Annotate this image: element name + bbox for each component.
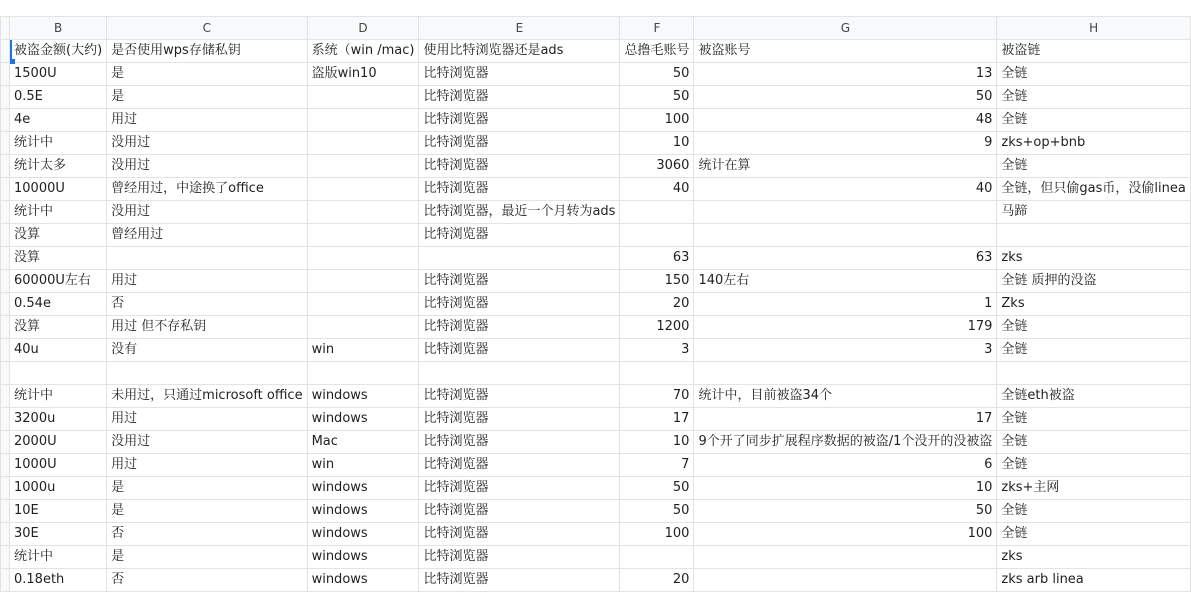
cell-total-accounts[interactable]: 3060 [620, 155, 694, 178]
row-header[interactable] [1, 86, 10, 109]
column-header-b[interactable]: B [10, 17, 107, 40]
cell-system[interactable]: windows [307, 523, 419, 546]
table-row [1, 339, 1191, 362]
table-row [1, 431, 1191, 454]
cell-wps[interactable]: 否 [107, 293, 307, 316]
cell-system[interactable] [307, 270, 419, 293]
column-header-e[interactable]: E [419, 17, 620, 40]
table-row [1, 477, 1191, 500]
cell-total-accounts[interactable]: 150 [620, 270, 694, 293]
cell-stolen-accounts[interactable] [694, 224, 997, 247]
cell-stolen-chain[interactable] [997, 362, 1190, 385]
cell-total-accounts[interactable]: 40 [620, 178, 694, 201]
cell-stolen-chain[interactable]: 全链 [997, 63, 1190, 86]
cell-stolen-amount[interactable]: 没算 [10, 316, 107, 339]
cell-system[interactable] [307, 155, 419, 178]
cell-stolen-chain[interactable]: 全链 [997, 86, 1190, 109]
cell-stolen-amount[interactable]: 统计中 [10, 132, 107, 155]
cell-browser[interactable]: 比特浏览器 [419, 569, 620, 592]
cell-stolen-amount[interactable]: 统计中 [10, 201, 107, 224]
cell-wps[interactable]: 没用过 [107, 201, 307, 224]
cell-stolen-chain[interactable]: Zks [997, 293, 1190, 316]
cell-stolen-amount[interactable]: 10E [10, 500, 107, 523]
cell-browser[interactable]: 比特浏览器 [419, 339, 620, 362]
cell-system[interactable] [307, 224, 419, 247]
cell-wps[interactable]: 没用过 [107, 431, 307, 454]
table-row [1, 523, 1191, 546]
cell-system-header[interactable]: 系统（win /mac) [307, 40, 419, 63]
cell-system[interactable] [307, 178, 419, 201]
cell-system[interactable] [307, 362, 419, 385]
row-header[interactable] [1, 155, 10, 178]
cell-browser[interactable] [419, 362, 620, 385]
cell-stolen-accounts[interactable]: 179 [694, 316, 997, 339]
cell-stolen-accounts[interactable]: 40 [694, 178, 997, 201]
row-header[interactable] [1, 362, 10, 385]
cell-system[interactable] [307, 201, 419, 224]
cell-browser[interactable]: 比特浏览器 [419, 132, 620, 155]
cell-wps[interactable]: 是 [107, 86, 307, 109]
cell-stolen-amount[interactable]: 1500U [10, 63, 107, 86]
row-header[interactable] [1, 500, 10, 523]
cell-stolen-amount[interactable]: 统计中 [10, 385, 107, 408]
cell-stolen-accounts[interactable]: 6 [694, 454, 997, 477]
cell-stolen-accounts-header[interactable]: 被盗账号 [694, 40, 997, 63]
cell-system[interactable]: win [307, 454, 419, 477]
table-row [1, 132, 1191, 155]
row-header[interactable] [1, 178, 10, 201]
cell-wps[interactable] [107, 362, 307, 385]
row-header[interactable] [1, 247, 10, 270]
cell-stolen-accounts[interactable]: 10 [694, 477, 997, 500]
row-header[interactable] [1, 408, 10, 431]
cell-system[interactable]: windows [307, 385, 419, 408]
table-row [1, 500, 1191, 523]
table-row [1, 546, 1191, 569]
table-row [1, 178, 1191, 201]
cell-total-accounts[interactable]: 50 [620, 63, 694, 86]
cell-stolen-amount[interactable]: 没算 [10, 247, 107, 270]
cell-system[interactable] [307, 86, 419, 109]
cell-wps[interactable]: 用过 [107, 454, 307, 477]
cell-stolen-chain[interactable]: 马蹄 [997, 201, 1190, 224]
cell-system[interactable]: win [307, 339, 419, 362]
cell-system[interactable] [307, 316, 419, 339]
cell-stolen-amount[interactable]: 4e [10, 109, 107, 132]
cell-total-accounts[interactable]: 100 [620, 109, 694, 132]
cell-stolen-amount[interactable]: 0.54e [10, 293, 107, 316]
row-header[interactable] [1, 224, 10, 247]
cell-stolen-chain[interactable]: 全链eth被盗 [997, 385, 1190, 408]
cell-total-accounts[interactable] [620, 201, 694, 224]
cell-stolen-accounts[interactable]: 63 [694, 247, 997, 270]
table-row [1, 362, 1191, 385]
cell-system[interactable]: windows [307, 500, 419, 523]
cell-system[interactable]: windows [307, 569, 419, 592]
cell-stolen-amount[interactable]: 2000U [10, 431, 107, 454]
cell-wps[interactable]: 是 [107, 63, 307, 86]
table-row [1, 408, 1191, 431]
table-row [1, 201, 1191, 224]
row-header[interactable] [1, 40, 10, 63]
cell-stolen-accounts[interactable] [694, 546, 997, 569]
table-row [1, 86, 1191, 109]
cell-wps[interactable]: 是 [107, 477, 307, 500]
cell-stolen-chain[interactable]: zks+主网 [997, 477, 1190, 500]
table-row [1, 155, 1191, 178]
row-header[interactable] [1, 431, 10, 454]
cell-total-accounts[interactable]: 50 [620, 500, 694, 523]
column-header-c[interactable]: C [107, 17, 307, 40]
row-header[interactable] [1, 523, 10, 546]
cell-total-accounts[interactable]: 63 [620, 247, 694, 270]
cell-total-accounts[interactable]: 10 [620, 132, 694, 155]
cell-stolen-accounts[interactable] [694, 201, 997, 224]
cell-stolen-chain[interactable]: 全链 [997, 431, 1190, 454]
row-header[interactable] [1, 477, 10, 500]
cell-browser[interactable]: 比特浏览器 [419, 109, 620, 132]
cell-browser[interactable]: 比特浏览器 [419, 477, 620, 500]
cell-stolen-accounts[interactable]: 48 [694, 109, 997, 132]
cell-system[interactable] [307, 132, 419, 155]
table-row [1, 385, 1191, 408]
table-row [1, 224, 1191, 247]
cell-browser[interactable]: 比特浏览器，最近一个月转为ads [419, 201, 620, 224]
cell-stolen-chain[interactable]: zks+op+bnb [997, 132, 1190, 155]
cell-wps[interactable]: 否 [107, 523, 307, 546]
cell-stolen-amount[interactable]: 60000U左右 [10, 270, 107, 293]
cell-stolen-amount[interactable]: 10000U [10, 178, 107, 201]
cell-total-accounts[interactable]: 100 [620, 523, 694, 546]
cell-stolen-amount[interactable]: 40u [10, 339, 107, 362]
cell-stolen-amount[interactable]: 1000u [10, 477, 107, 500]
cell-stolen-accounts[interactable] [694, 362, 997, 385]
cell-wps[interactable]: 未用过，只通过microsoft office [107, 385, 307, 408]
cell-system[interactable] [307, 109, 419, 132]
row-header[interactable] [1, 109, 10, 132]
row-header[interactable] [1, 293, 10, 316]
row-header[interactable] [1, 201, 10, 224]
cell-stolen-accounts[interactable]: 统计在算 [694, 155, 997, 178]
cell-total-accounts[interactable]: 20 [620, 293, 694, 316]
cell-system[interactable]: windows [307, 546, 419, 569]
cell-system[interactable]: windows [307, 408, 419, 431]
row-header[interactable] [1, 270, 10, 293]
column-header-f[interactable]: F [620, 17, 694, 40]
cell-total-accounts[interactable]: 50 [620, 477, 694, 500]
row-header[interactable] [1, 569, 10, 592]
cell-browser[interactable]: 比特浏览器 [419, 178, 620, 201]
cell-total-accounts[interactable]: 70 [620, 385, 694, 408]
table-row [1, 316, 1191, 339]
cell-stolen-chain[interactable]: 全链 [997, 339, 1190, 362]
table-row [1, 569, 1191, 592]
cell-stolen-amount[interactable] [10, 362, 107, 385]
cell-total-accounts[interactable]: 20 [620, 569, 694, 592]
cell-stolen-accounts[interactable]: 1 [694, 293, 997, 316]
select-all-corner[interactable] [1, 17, 10, 40]
cell-stolen-chain[interactable]: 全链 [997, 408, 1190, 431]
cell-system[interactable]: windows [307, 477, 419, 500]
cell-total-accounts[interactable]: 1200 [620, 316, 694, 339]
cell-total-accounts[interactable] [620, 224, 694, 247]
cell-wps[interactable]: 没用过 [107, 132, 307, 155]
table-row [1, 247, 1191, 270]
cell-stolen-amount[interactable]: 1000U [10, 454, 107, 477]
cell-stolen-chain[interactable]: zks [997, 247, 1190, 270]
table-row [1, 109, 1191, 132]
cell-total-accounts[interactable]: 50 [620, 86, 694, 109]
column-header-g[interactable]: G [694, 17, 997, 40]
row-header[interactable] [1, 385, 10, 408]
cell-stolen-chain[interactable]: zks arb linea [997, 569, 1190, 592]
cell-stolen-amount[interactable]: 0.18eth [10, 569, 107, 592]
cell-total-accounts[interactable]: 7 [620, 454, 694, 477]
cell-stolen-accounts[interactable]: 50 [694, 500, 997, 523]
row-header[interactable] [1, 316, 10, 339]
cell-browser[interactable]: 比特浏览器 [419, 316, 620, 339]
cell-stolen-accounts[interactable]: 统计中，目前被盗34个 [694, 385, 997, 408]
cell-browser[interactable]: 比特浏览器 [419, 431, 620, 454]
cell-wps-header[interactable]: 是否使用wps存储私钥 [107, 40, 307, 63]
cell-total-accounts[interactable]: 17 [620, 408, 694, 431]
cell-stolen-accounts[interactable]: 3 [694, 339, 997, 362]
cell-stolen-amount[interactable]: 0.5E [10, 86, 107, 109]
cell-stolen-amount[interactable]: 统计中 [10, 546, 107, 569]
cell-browser[interactable]: 比特浏览器 [419, 63, 620, 86]
cell-browser[interactable] [419, 247, 620, 270]
cell-wps[interactable]: 用过 但不存私钥 [107, 316, 307, 339]
cell-wps[interactable]: 曾经用过，中途换了office [107, 178, 307, 201]
cell-stolen-accounts[interactable] [694, 569, 997, 592]
cell-browser[interactable]: 比特浏览器 [419, 155, 620, 178]
cell-stolen-amount[interactable]: 统计太多 [10, 155, 107, 178]
cell-total-accounts[interactable]: 10 [620, 431, 694, 454]
cell-system[interactable] [307, 247, 419, 270]
cell-browser-header[interactable]: 使用比特浏览器还是ads [419, 40, 620, 63]
cell-total-accounts[interactable] [620, 362, 694, 385]
cell-stolen-amount[interactable]: 没算 [10, 224, 107, 247]
cell-stolen-chain[interactable] [997, 224, 1190, 247]
cell-stolen-chain[interactable]: 全链 [997, 454, 1190, 477]
cell-browser[interactable]: 比特浏览器 [419, 454, 620, 477]
row-header[interactable] [1, 454, 10, 477]
cell-wps[interactable]: 是 [107, 546, 307, 569]
selection-fill-handle[interactable] [10, 59, 15, 64]
cell-wps[interactable]: 否 [107, 569, 307, 592]
cell-stolen-amount[interactable]: 3200u [10, 408, 107, 431]
cell-wps[interactable]: 用过 [107, 408, 307, 431]
table-row [1, 454, 1191, 477]
cell-stolen-accounts[interactable]: 9个开了同步扩展程序数据的被盗/1个没开的没被盗 [694, 431, 997, 454]
cell-stolen-chain[interactable]: zks [997, 546, 1190, 569]
cell-wps[interactable]: 没有 [107, 339, 307, 362]
cell-stolen-chain-header[interactable]: 被盗链 [997, 40, 1190, 63]
spreadsheet-grid[interactable] [0, 16, 1191, 592]
table-row [1, 293, 1191, 316]
cell-browser[interactable]: 比特浏览器 [419, 385, 620, 408]
cell-system[interactable]: Mac [307, 431, 419, 454]
column-header-h[interactable]: H [997, 17, 1190, 40]
cell-browser[interactable]: 比特浏览器 [419, 293, 620, 316]
cell-total-accounts[interactable]: 3 [620, 339, 694, 362]
cell-wps[interactable] [107, 247, 307, 270]
cell-stolen-accounts[interactable]: 9 [694, 132, 997, 155]
cell-wps[interactable]: 没用过 [107, 155, 307, 178]
cell-stolen-amount[interactable]: 30E [10, 523, 107, 546]
cell-system[interactable] [307, 293, 419, 316]
table-row [1, 63, 1191, 86]
cell-stolen-chain[interactable]: 全链 质押的没盗 [997, 270, 1190, 293]
cell-wps[interactable]: 是 [107, 500, 307, 523]
cell-wps[interactable]: 用过 [107, 109, 307, 132]
top-strip [0, 0, 1154, 16]
cell-browser[interactable]: 比特浏览器 [419, 270, 620, 293]
header-data-row [1, 40, 1191, 63]
cell-stolen-accounts[interactable]: 17 [694, 408, 997, 431]
cell-browser[interactable]: 比特浏览器 [419, 523, 620, 546]
cell-stolen-accounts[interactable]: 50 [694, 86, 997, 109]
cell-browser[interactable]: 比特浏览器 [419, 546, 620, 569]
cell-stolen-chain[interactable]: 全链，但只偷gas币，没偷linea [997, 178, 1190, 201]
row-header[interactable] [1, 546, 10, 569]
cell-wps[interactable]: 用过 [107, 270, 307, 293]
cell-stolen-chain[interactable]: 全链 [997, 500, 1190, 523]
column-header-d[interactable]: D [307, 17, 419, 40]
row-header[interactable] [1, 132, 10, 155]
cell-stolen-amount-header[interactable]: 被盗金额(大约) [10, 40, 107, 63]
cell-stolen-chain[interactable]: 全链 [997, 109, 1190, 132]
cell-browser[interactable]: 比特浏览器 [419, 500, 620, 523]
cell-stolen-accounts[interactable]: 13 [694, 63, 997, 86]
cell-stolen-chain[interactable]: 全链 [997, 155, 1190, 178]
cell-browser[interactable]: 比特浏览器 [419, 224, 620, 247]
cell-stolen-chain[interactable]: 全链 [997, 523, 1190, 546]
column-header-row [1, 17, 1191, 40]
cell-stolen-accounts[interactable]: 140左右 [694, 270, 997, 293]
cell-system[interactable]: 盗版win10 [307, 63, 419, 86]
cell-stolen-accounts[interactable]: 100 [694, 523, 997, 546]
cell-total-accounts-header[interactable]: 总撸毛账号 [620, 40, 694, 63]
cell-browser[interactable]: 比特浏览器 [419, 86, 620, 109]
row-header[interactable] [1, 339, 10, 362]
sheet-table [0, 16, 1191, 592]
row-header[interactable] [1, 63, 10, 86]
cell-wps[interactable]: 曾经用过 [107, 224, 307, 247]
cell-total-accounts[interactable] [620, 546, 694, 569]
cell-browser[interactable]: 比特浏览器 [419, 408, 620, 431]
cell-stolen-chain[interactable]: 全链 [997, 316, 1190, 339]
table-row [1, 270, 1191, 293]
